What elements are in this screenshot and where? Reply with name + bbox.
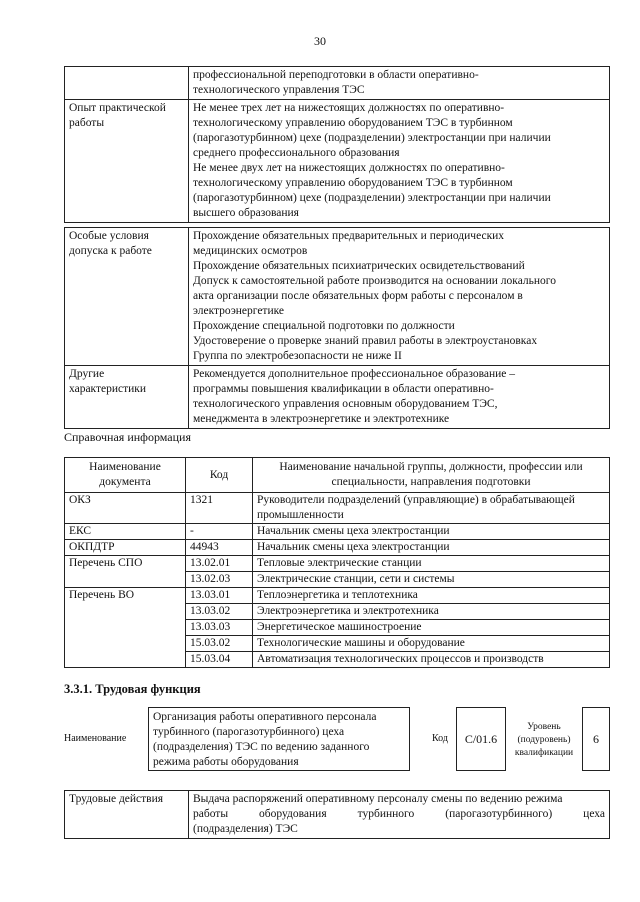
code-cell: 44943 bbox=[186, 540, 253, 556]
name-cell: Начальник смены цеха электростанции bbox=[253, 524, 610, 540]
qualification-table-top bbox=[64, 66, 610, 223]
name-cell: Электроэнергетика и электротехника bbox=[253, 604, 610, 620]
row-content bbox=[189, 366, 610, 429]
table-row bbox=[65, 493, 610, 524]
doc-cell: Перечень СПО bbox=[65, 556, 186, 588]
column-header: Код bbox=[186, 458, 253, 493]
name-cell: Технологические машины и оборудование bbox=[253, 636, 610, 652]
text-line: технологическому управлению оборудованием ТЭС в турбинном bbox=[193, 177, 513, 189]
section-title: 3.3.1. Трудовая функция bbox=[64, 682, 201, 696]
text-line: Не менее двух лет на нижестоящих должностях по оперативно- bbox=[193, 162, 505, 174]
row-label: Особые условия допуска к работе bbox=[65, 228, 189, 366]
reference-title: Справочная информация bbox=[64, 430, 191, 444]
text-line: Выдача распоряжений оперативному персоналу смены по ведению режима bbox=[193, 793, 563, 805]
doc-cell: Перечень ВО bbox=[65, 588, 186, 668]
doc-cell: ОКЗ bbox=[65, 493, 186, 524]
text-line: среднего профессионального образования bbox=[193, 147, 400, 159]
code-cell: 13.03.03 bbox=[186, 620, 253, 636]
row-label: Опыт практической работы bbox=[65, 100, 189, 223]
text-line: (подуровень) bbox=[517, 735, 571, 745]
row-label: Другие характеристики bbox=[65, 366, 189, 429]
row-label: Трудовые действия bbox=[65, 791, 189, 839]
text-line: турбинного (парогазотурбинного) цеха bbox=[153, 726, 345, 738]
code-cell: - bbox=[186, 524, 253, 540]
text-line: Прохождение специальной подготовки по должности bbox=[193, 320, 455, 332]
code-cell: 1321 bbox=[186, 493, 253, 524]
column-header: Наименование начальной группы, должности, профессии или специальности, направления подготовки bbox=[253, 458, 610, 493]
text-line: технологического управления ТЭС bbox=[193, 84, 365, 96]
table-row bbox=[65, 540, 610, 556]
text-line: работы оборудования турбинного (парогазотурбинного) цеха bbox=[193, 808, 605, 820]
code-label: Код bbox=[432, 733, 448, 744]
qualification-table-conditions bbox=[64, 227, 610, 429]
text-line: высшего образования bbox=[193, 207, 299, 219]
text-line: (подразделения) ТЭС по ведению заданного bbox=[153, 741, 370, 753]
labor-actions-table bbox=[64, 790, 610, 839]
text-line: профессиональной переподготовки в области оперативно- bbox=[193, 69, 479, 81]
text-line: менеджмента в электроэнергетике и электротехнике bbox=[193, 413, 450, 425]
text-line: Прохождение обязательных предварительных и периодических bbox=[193, 230, 505, 242]
doc-cell: ОКПДТР bbox=[65, 540, 186, 556]
text-line: Допуск к самостоятельной работе производится на основании локального bbox=[193, 275, 556, 287]
text-line: Рекомендуется дополнительное профессиональное образование – bbox=[193, 368, 516, 380]
name-label: Наименование bbox=[64, 733, 127, 744]
labor-function-header bbox=[64, 707, 610, 775]
text-line: Прохождение обязательных психиатрических освидетельствований bbox=[193, 260, 525, 272]
table-row bbox=[65, 100, 610, 223]
text-line: медицинских осмотров bbox=[193, 245, 308, 257]
name-cell: Электрические станции, сети и системы bbox=[253, 572, 610, 588]
name-cell: Тепловые электрические станции bbox=[253, 556, 610, 572]
row-content bbox=[189, 100, 610, 223]
code-box: C/01.6 bbox=[456, 707, 506, 771]
text-line: Не менее трех лет на нижестоящих должностях по оперативно- bbox=[193, 102, 505, 114]
name-cell: Энергетическое машиностроение bbox=[253, 620, 610, 636]
function-name-box bbox=[148, 707, 410, 771]
table-row bbox=[65, 588, 610, 604]
level-label bbox=[510, 721, 578, 760]
text-line: технологическому управлению оборудованием ТЭС в турбинном bbox=[193, 117, 513, 129]
code-cell: 15.03.02 bbox=[186, 636, 253, 652]
code-cell: 13.02.03 bbox=[186, 572, 253, 588]
table-row bbox=[65, 556, 610, 572]
text-line: Группа по электробезопасности не ниже II bbox=[193, 350, 402, 362]
table-row bbox=[65, 791, 610, 839]
text-line: электроэнергетике bbox=[193, 305, 285, 317]
name-cell: Автоматизация технологических процессов и производств bbox=[253, 652, 610, 668]
text-line: квалификации bbox=[514, 748, 574, 758]
text-line: (парогазотурбинном) цехе (подразделении) электростанции при наличии bbox=[193, 132, 551, 144]
row-content bbox=[189, 228, 610, 366]
column-header: Наименование документа bbox=[65, 458, 186, 493]
code-cell: 15.03.04 bbox=[186, 652, 253, 668]
text-line: технологического управления основным оборудованием ТЭС, bbox=[193, 398, 498, 410]
text-line: режима работы оборудования bbox=[153, 756, 299, 768]
code-cell: 13.02.01 bbox=[186, 556, 253, 572]
text-line: (подразделения) ТЭС bbox=[193, 823, 298, 835]
table-row bbox=[65, 366, 610, 429]
name-cell: Руководители подразделений (управляющие) в обрабатывающей промышленности bbox=[253, 493, 610, 524]
text-line: Организация работы оперативного персонала bbox=[153, 711, 377, 723]
code-cell: 13.03.01 bbox=[186, 588, 253, 604]
text-line: акта организации после обязательных форм работы с персоналом в bbox=[193, 290, 523, 302]
page-number: 30 bbox=[314, 34, 326, 48]
text-line: программы повышения квалификации в области оперативно- bbox=[193, 383, 494, 395]
table-header-row bbox=[65, 458, 610, 493]
table-row bbox=[65, 524, 610, 540]
doc-cell: ЕКС bbox=[65, 524, 186, 540]
reference-table bbox=[64, 457, 610, 668]
code-cell: 13.03.02 bbox=[186, 604, 253, 620]
row-content bbox=[189, 67, 610, 100]
row-content bbox=[189, 791, 610, 839]
text-line: Уровень bbox=[527, 722, 561, 732]
table-row bbox=[65, 67, 610, 100]
name-cell: Теплоэнергетика и теплотехника bbox=[253, 588, 610, 604]
row-label bbox=[65, 67, 189, 100]
text-line: Удостоверение о проверке знаний правил работы в электроустановках bbox=[193, 335, 538, 347]
text-line: (парогазотурбинном) цехе (подразделении) электростанции при наличии bbox=[193, 192, 551, 204]
name-cell: Начальник смены цеха электростанции bbox=[253, 540, 610, 556]
table-row bbox=[65, 228, 610, 366]
level-box: 6 bbox=[582, 707, 610, 771]
